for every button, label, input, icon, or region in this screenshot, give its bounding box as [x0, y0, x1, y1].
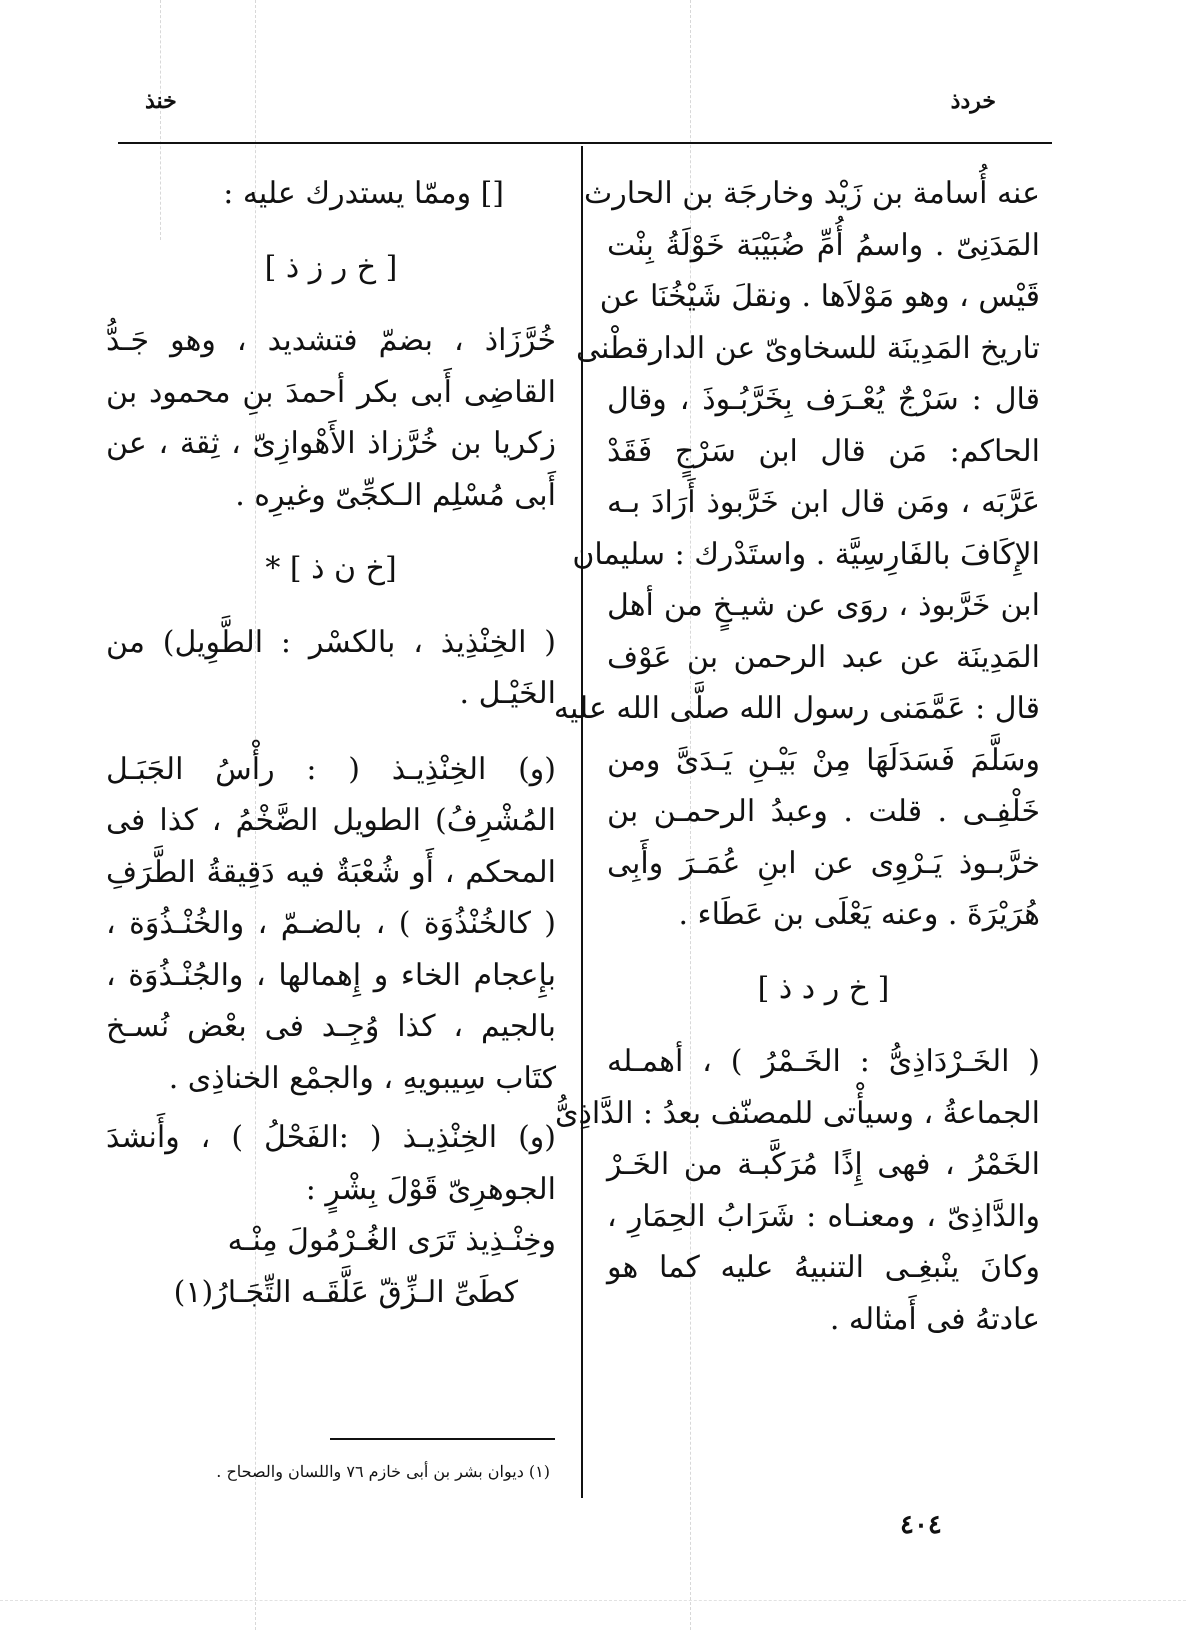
footnote: (١) ديوان بشر بن أبى خازم ٧٦ واللسان والصحاح .	[216, 1462, 550, 1481]
text-line: وكانَ ينْبغِـى التنبيهُ عليه كما هو	[607, 1250, 1040, 1285]
text-line: الخَمْرُ ، فهى إِذًا مُرَكَّبـة من الخَـرْ	[607, 1147, 1040, 1182]
text-line: تاريخ المَدِينَة للسخاوىّ عن الدارقطْنى	[576, 330, 1040, 366]
text-line: (و) الخِنْذِيـذ ( :الفَحْلُ ) ، وأَنشدَ	[106, 1120, 556, 1155]
text-line: (و) الخِنْذِيـذ ( : رأْسُ الجَبَـل	[106, 751, 556, 787]
text-line: قال : سَرْجٌ يُعْـرَف بِخَرَّبُـوذَ ، وقال	[607, 382, 1040, 417]
text-line: خرَّبـوذ يَـرْوِى عن ابنِ عُمَـرَ وأَبِى	[607, 845, 1040, 881]
entry-heading: [ خ ر ز ذ ]	[264, 249, 398, 285]
text-line: المحكم ، أَو شُعْبَةٌ فيه دَقِيقةُ الطَّرَفِ	[106, 854, 556, 890]
running-head-right: خردذ	[950, 88, 996, 114]
right-column	[553, 168, 1040, 1345]
left-column	[106, 168, 556, 1318]
text-line: الإِكَافَ بالفَارِسِيَّة . واستَدْرك : سليمان	[572, 536, 1040, 572]
text-line: كتَاب سِيبويهِ ، والجمْع الخناذِى .	[168, 1060, 556, 1096]
header-rule	[118, 142, 1052, 144]
text-line: ابن خَرَّبوذ ، روَى عن شيـخٍ من أهل	[607, 588, 1040, 623]
text-line: عَرَّبَه ، ومَن قال ابن خَرَّبوذ أَرَادَ بـه	[607, 485, 1040, 520]
text-line: الجوهرِىّ قَوْلَ بِشْرٍ :	[305, 1171, 556, 1207]
scan-guide-line	[0, 1600, 1186, 1601]
verse-line: كطَىِّ الـزِّقّ عَلَّقَـه التِّجَـارُ(١)	[173, 1274, 518, 1310]
text-line: قَيْس ، وهو مَوْلاَها . ونقلَ شَيْخُنَا عن	[599, 279, 1040, 314]
verse-line: وخِنْـذِيذ تَرَى الغُـرْمُولَ مِنْـه	[227, 1223, 556, 1258]
text-line: وسَلَّمَ فَسَدَلَهَا مِنْ بَيْـنِ يَـدَىَّ ومن	[607, 742, 1040, 778]
text-line: والدَّاذِىّ ، ومعنـاه : شَرَابُ الحِمَارِ ،	[607, 1198, 1040, 1234]
text-line: قال : عَمَّمَنى رسول الله صلَّى الله عليه	[553, 691, 1040, 726]
text-line: خَلْفِـى . قلت . وعبدُ الرحمـن بن	[607, 794, 1040, 829]
page-number: ٤٠٤	[900, 1510, 942, 1540]
text-line: أَبى مُسْلِم الـكجِّىّ وغيرِه .	[235, 477, 556, 513]
footnote-rule	[330, 1438, 555, 1440]
text-line: ( كالخُنْذُوَة ) ، بالضـمّ ، والخُنْـذُوَة ،	[106, 906, 556, 941]
text-line: بإِعجام الخاء و إِهمالها ، والجُنْـذُوَة ،	[106, 957, 556, 993]
running-head-left: خنذ	[145, 88, 177, 114]
paragraph-gap	[106, 720, 556, 744]
text-line: الخَيْـل .	[459, 676, 556, 711]
addendum-intro: [] وممّا يستدرك عليه :	[223, 176, 504, 211]
text-line: القاضِى أَبى بكر أحمدَ بنِ محمود بن	[106, 374, 556, 410]
text-line: الحاكم: مَن قال ابن سَرْجٍ فَقَدْ	[607, 433, 1040, 469]
text-line: ( الخَـرْدَاذِىُّ : الخَـمْرُ ) ، أهمـله	[607, 1044, 1040, 1079]
text-line: المَدِينَة عن عبد الرحمن بن عَوْف	[607, 639, 1040, 675]
text-line: بالجيم ، كذا وُجِـد فى بعْض نُسـخ	[106, 1009, 556, 1044]
paragraph-gap	[106, 1104, 556, 1112]
text-line: الجماعةُ ، وسيأْتى للمصنّف بعدُ : الدَّاذِىُّ	[555, 1095, 1040, 1131]
text-line: المَدَنِىّ . واسمُ أُمِّ ضُبَيْبَة خَوْلَةُ بِنْت	[607, 227, 1040, 263]
entry-heading: [خ ن ذ ] *	[265, 551, 397, 586]
text-line: عنه أُسامة بن زَيْد وخارجَة بن الحارث	[584, 176, 1040, 211]
text-line: خُرَّزَاذ ، بضمّ فتشديد ، وهو جَـدُّ	[106, 323, 556, 358]
text-line: زكريا بن خُرَّزاذ الأَهْوازِىّ ، ثِقة ، عن	[106, 426, 556, 461]
entry-heading: [ خ ر د ذ ]	[757, 970, 890, 1006]
text-line: ( الخِنْذِيذ ، بالكسْر : الطَّوِيل) من	[106, 624, 556, 660]
text-line: عادتهُ فى أَمثاله .	[829, 1301, 1040, 1337]
text-line: المُشْرِفُ) الطويل الضَّخْمُ ، كذا فى	[106, 803, 556, 838]
text-line: هُرَيْرَةَ . وعنه يَعْلَى بن عَطَاء .	[678, 897, 1040, 932]
